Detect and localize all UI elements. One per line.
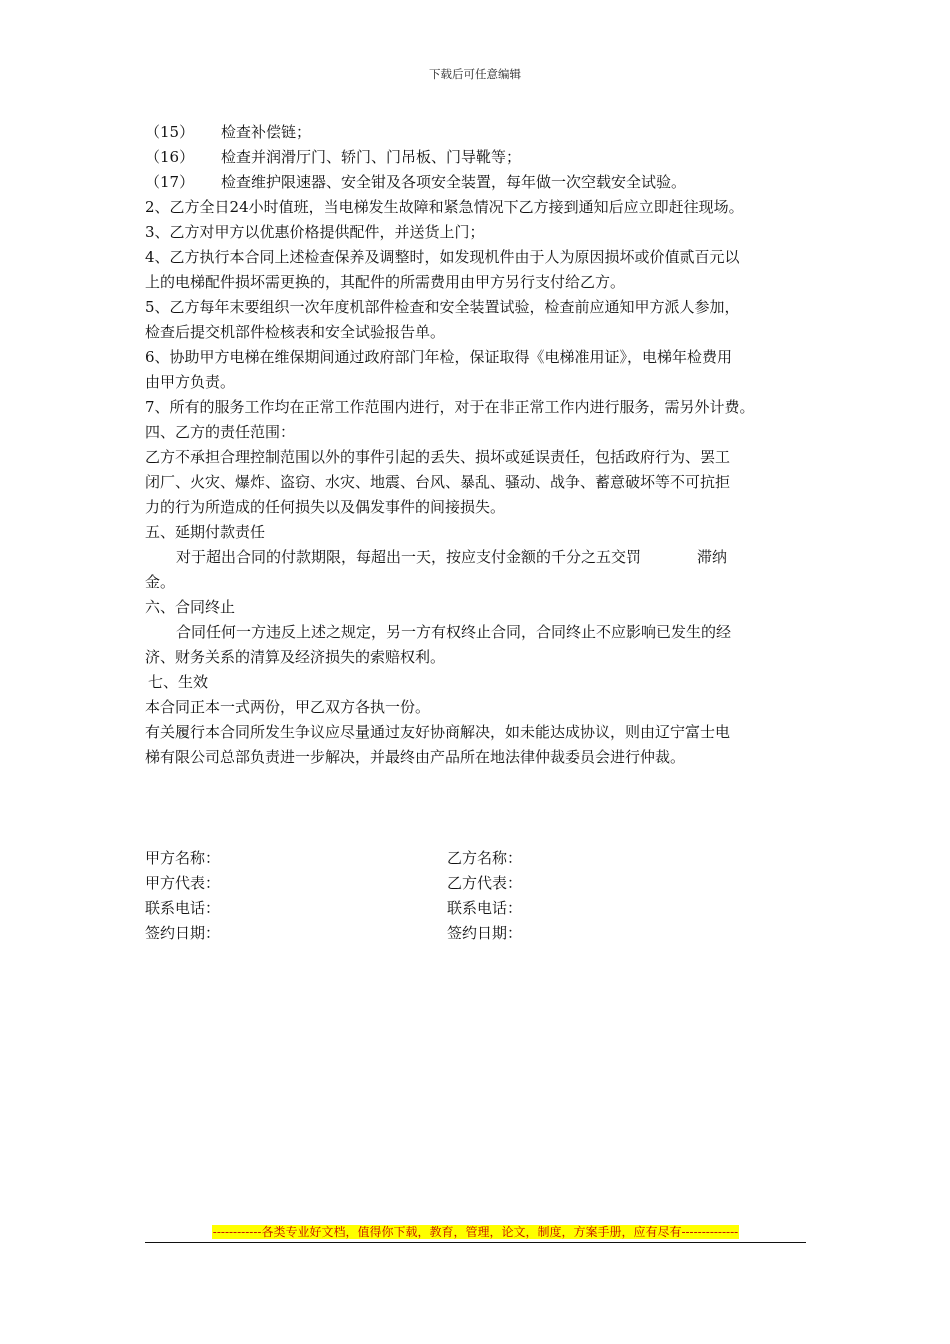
section-heading: 五、延期付款责任 (145, 523, 266, 541)
text-line: 6、协助甲方电梯在维保期间通过政府部门年检，保证取得《电梯准用证》，电梯年检费用 (145, 348, 733, 366)
delay-text-end: 滞纳 (697, 548, 728, 566)
text-line (145, 545, 815, 570)
text-line: 乙方不承担合理控制范围以外的事件引起的丢失、损坏或延误责任，包括政府行为、罢工 (145, 448, 731, 466)
list-item (145, 170, 815, 195)
signature-block (145, 846, 815, 946)
text-line: 合同任何一方违反上述之规定，另一方有权终止合同，合同终止不应影响已发生的经 (176, 623, 732, 641)
text-line: 济、财务关系的清算及经济损失的索赔权利。 (145, 648, 446, 666)
text-line: 5、乙方每年末要组织一次年度机部件检查和安全装置试验，检查前应通知甲方派人参加， (145, 298, 740, 316)
delay-text: 对于超出合同的付款期限，每超出一天，按应支付金额的千分之五交罚 (176, 548, 642, 566)
text-line: 2、乙方全日24小时值班，当电梯发生故障和紧急情况下乙方接到通知后应立即赶往现场。 (145, 198, 744, 216)
section-heading: 七、生效 (148, 673, 209, 691)
signature-row (145, 896, 815, 921)
contract-body (145, 120, 815, 770)
signature-row (145, 921, 815, 946)
party-b-phone-label: 联系电话： (447, 899, 523, 917)
party-a-rep-label: 甲方代表： (145, 874, 221, 892)
party-a-phone-label: 联系电话： (145, 899, 221, 917)
item-text: 检查维护限速器、安全钳及各项安全装置，每年做一次空载安全试验。 (221, 173, 687, 191)
item-text: 检查补偿链； (221, 123, 312, 141)
party-a-date-label: 签约日期： (145, 924, 221, 942)
item-number: （15） (145, 123, 195, 141)
section-heading: 六、合同终止 (145, 598, 236, 616)
item-number: （16） (145, 148, 195, 166)
party-b-date-label: 签约日期： (447, 924, 523, 942)
text-line: 检查后提交机部件检核表和安全试验报告单。 (145, 323, 446, 341)
list-item (145, 145, 815, 170)
footer-banner: ------------各类专业好文档，值得你下载，教育，管理，论文，制度，方案手册，应有尽有-------------- (212, 1225, 739, 1239)
text-line: 金。 (145, 573, 176, 591)
signature-row (145, 871, 815, 896)
item-number: （17） (145, 173, 195, 191)
text-line: 3、乙方对甲方以优惠价格提供配件，并送货上门； (145, 223, 485, 241)
text-line: 7、所有的服务工作均在正常工作范围内进行，对于在非正常工作内进行服务，需另外计费。 (145, 398, 755, 416)
list-item (145, 120, 815, 145)
section-heading: 四、乙方的责任范围： (145, 423, 296, 441)
text-line: 力的行为所造成的任何损失以及偶发事件的间接损失。 (145, 498, 506, 516)
party-b-rep-label: 乙方代表： (447, 874, 523, 892)
item-text: 检查并润滑厅门、轿门、门吊板、门导靴等； (221, 148, 522, 166)
text-line: 4、乙方执行本合同上述检查保养及调整时，如发现机件由于人为原因损坏或价值贰百元以 (145, 248, 740, 266)
text-line: 闭厂、火灾、爆炸、盗窃、水灾、地震、台风、暴乱、骚动、战争、蓄意破坏等不可抗拒 (145, 473, 731, 491)
text-line: 梯有限公司总部负责进一步解决，并最终由产品所在地法律仲裁委员会进行仲裁。 (145, 748, 686, 766)
text-line: 由甲方负责。 (145, 373, 236, 391)
footer-divider (145, 1242, 806, 1243)
signature-row (145, 846, 815, 871)
text-line: 上的电梯配件损坏需更换的，其配件的所需费用由甲方另行支付给乙方。 (145, 273, 626, 291)
text-line: 本合同正本一式两份，甲乙双方各执一份。 (145, 698, 431, 716)
page-header: 下载后可任意编辑 (429, 67, 521, 81)
page-footer (145, 1221, 806, 1240)
text-line: 有关履行本合同所发生争议应尽量通过友好协商解决，如未能达成协议，则由辽宁富士电 (145, 723, 731, 741)
party-a-name-label: 甲方名称： (145, 849, 221, 867)
party-b-name-label: 乙方名称： (447, 849, 523, 867)
